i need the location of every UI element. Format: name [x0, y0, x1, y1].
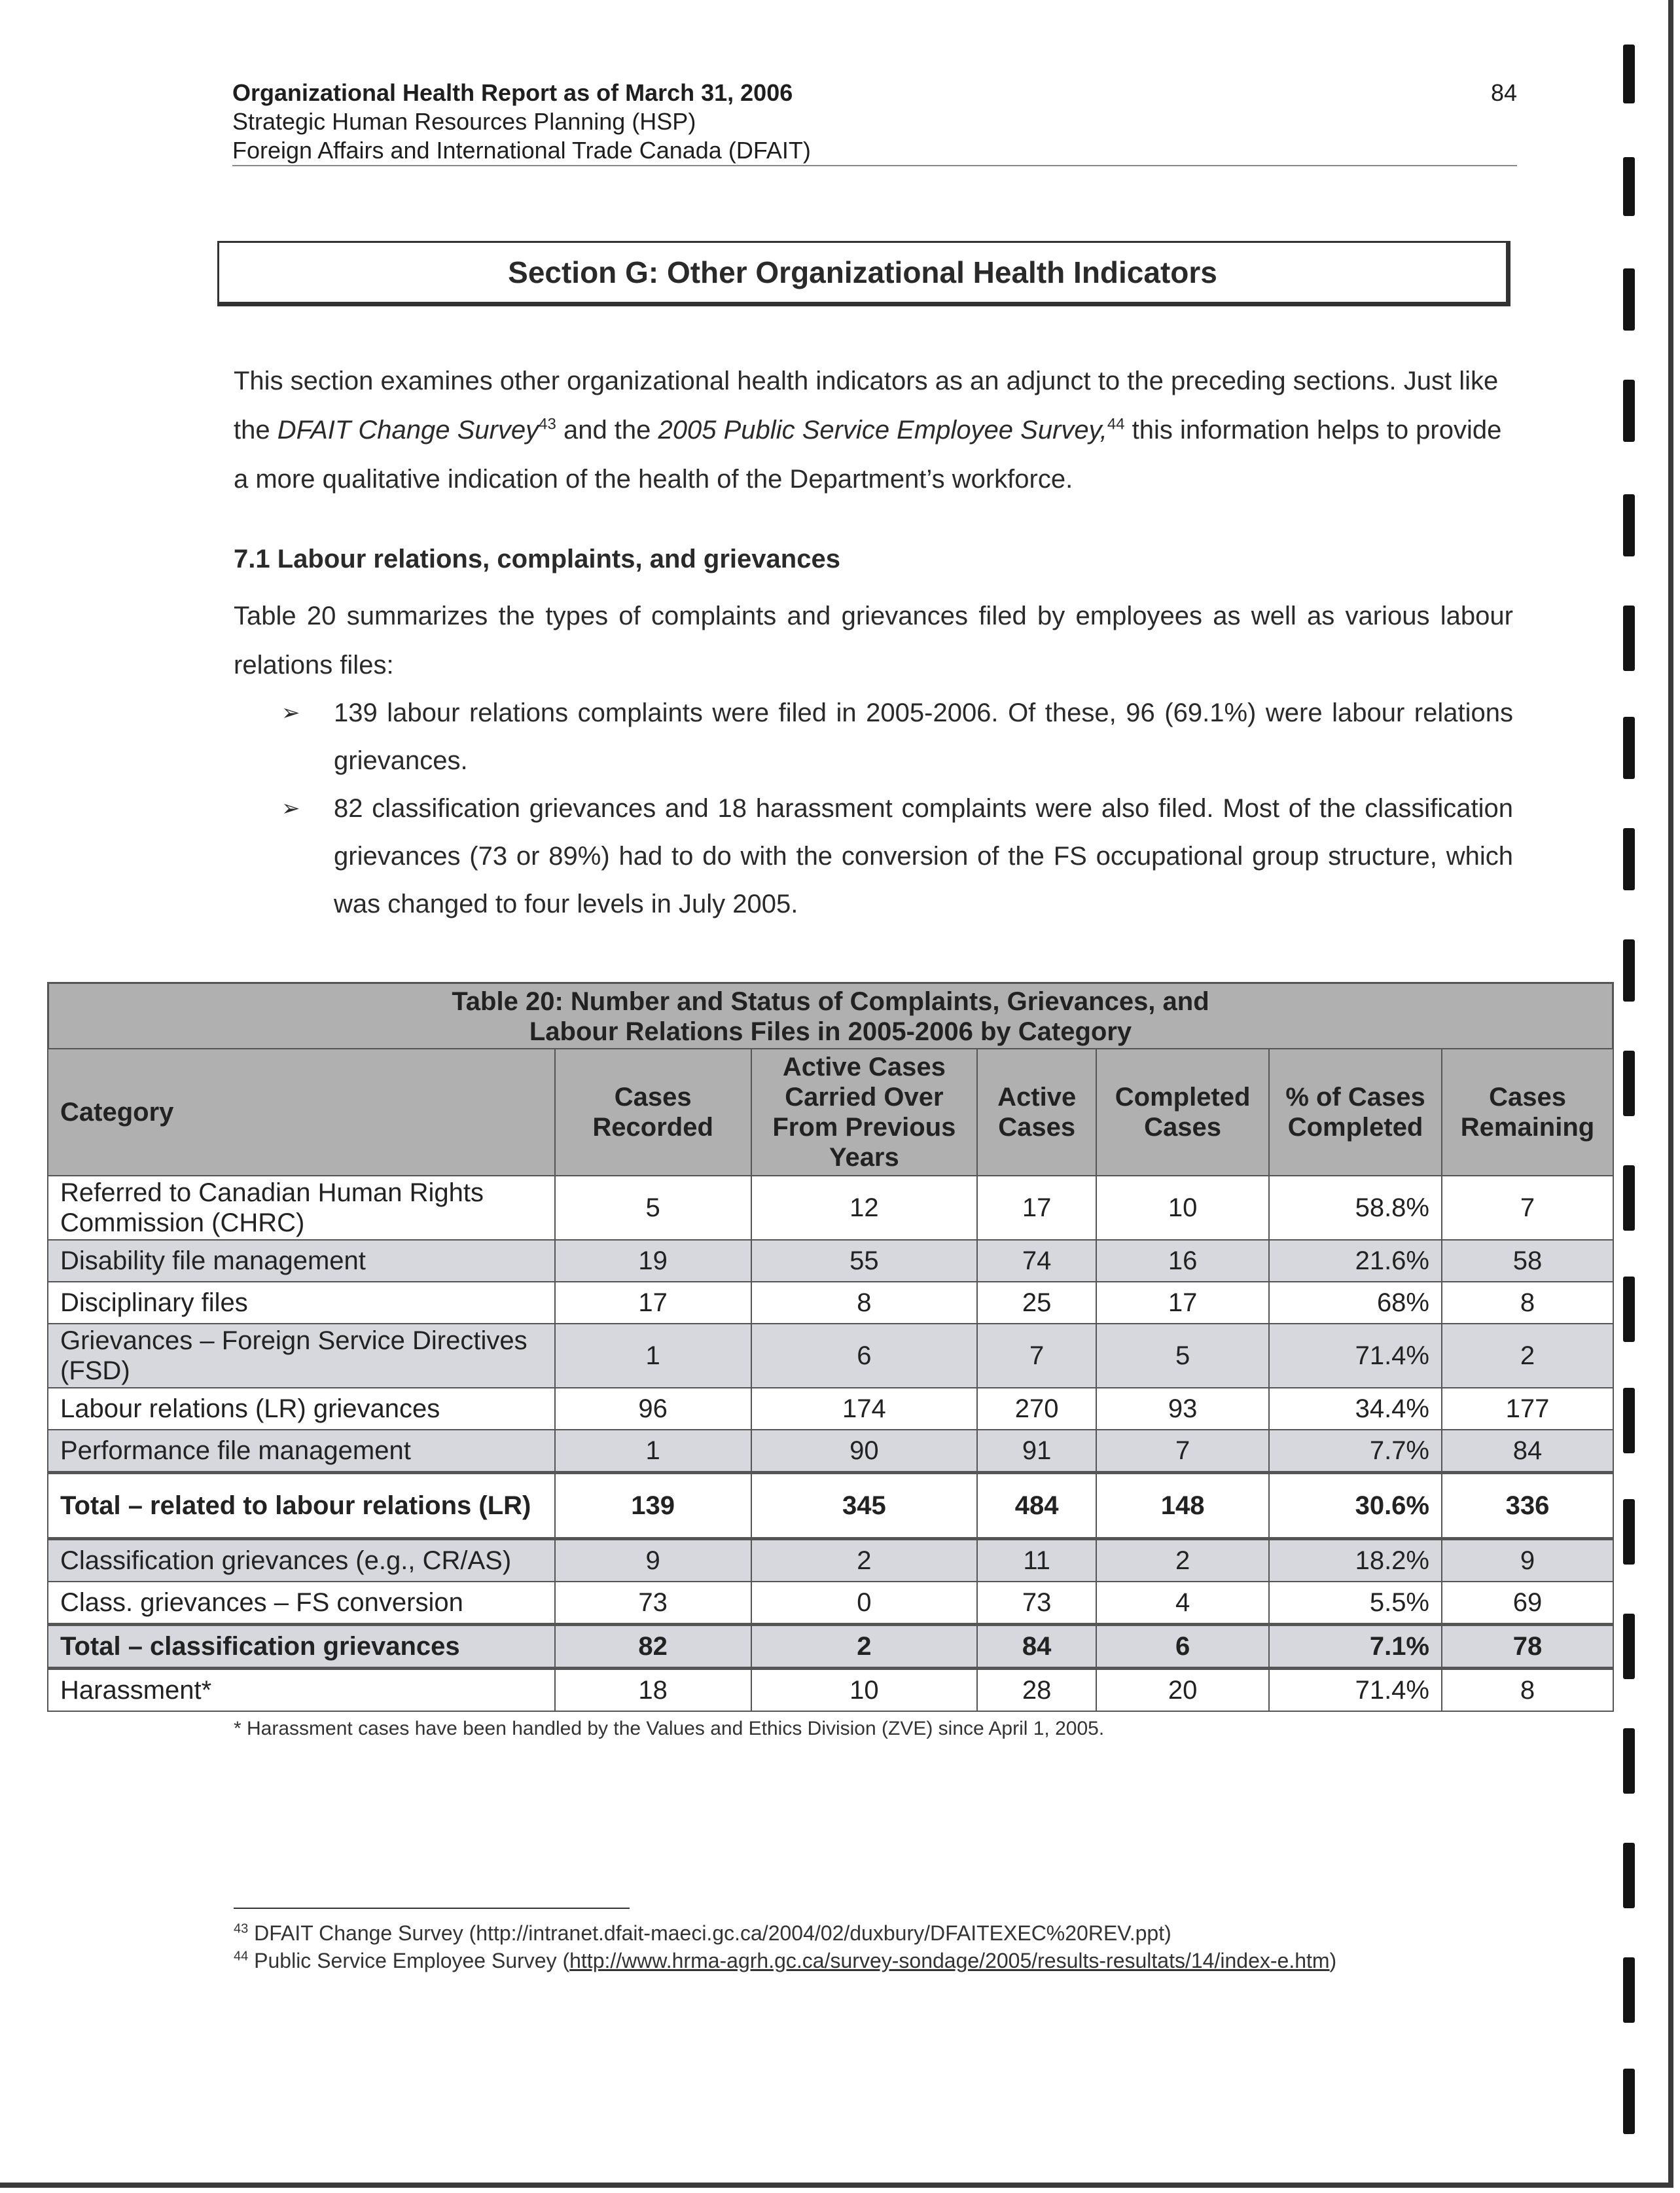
column-header: Completed Cases: [1096, 1049, 1269, 1176]
table-cell: 58.8%: [1269, 1176, 1442, 1240]
table-cell: 93: [1096, 1388, 1269, 1430]
binder-mark: [1623, 380, 1635, 442]
table-cell: 9: [555, 1539, 751, 1582]
table-cell: 96: [555, 1388, 751, 1430]
table-cell: Harassment*: [48, 1669, 555, 1712]
binder-mark: [1623, 1728, 1635, 1794]
binder-mark: [1623, 268, 1635, 331]
binder-mark: [1623, 717, 1635, 779]
table-cell: 0: [751, 1582, 978, 1625]
column-header: Category: [48, 1049, 555, 1176]
column-header: Active Cases: [977, 1049, 1096, 1176]
table-cell: 20: [1096, 1669, 1269, 1712]
table-cell: 9: [1442, 1539, 1613, 1582]
table-cell: 55: [751, 1240, 978, 1282]
binder-mark: [1623, 157, 1635, 216]
bullet-text: 139 labour relations complaints were filed in 2005-2006. Of these, 96 (69.1%) were labour relations grievances.: [334, 698, 1513, 775]
table-cell: 484: [977, 1473, 1096, 1539]
complaints-table: [47, 982, 1614, 1712]
table-cell: Disciplinary files: [48, 1282, 555, 1324]
table-cell: Referred to Canadian Human Rights Commission (CHRC): [48, 1176, 555, 1240]
footnotes: [234, 1919, 1336, 1974]
table-cell: 18.2%: [1269, 1539, 1442, 1582]
binder-mark: [1623, 494, 1635, 556]
intro-survey-name: 2005 Public Service Employee Survey,: [658, 416, 1107, 444]
table-cell: Class. grievances – FS conversion: [48, 1582, 555, 1625]
list-item: [281, 689, 1513, 785]
table-cell: 5.5%: [1269, 1582, 1442, 1625]
table-cell: 17: [1096, 1282, 1269, 1324]
subsection-heading: 7.1 Labour relations, complaints, and grievances: [234, 545, 840, 573]
table-cell: 19: [555, 1240, 751, 1282]
binder-mark: [1623, 45, 1635, 103]
footnote-43: [234, 1919, 1336, 1947]
table-cell: 73: [977, 1582, 1096, 1625]
table-cell: 73: [555, 1582, 751, 1625]
table-header-row: [48, 1049, 1613, 1176]
table-caption: [47, 982, 1614, 1048]
table-cell: 25: [977, 1282, 1096, 1324]
report-department: Foreign Affairs and International Trade Canada (DFAIT): [232, 137, 811, 164]
table-cell: 90: [751, 1430, 978, 1473]
table-cell: 91: [977, 1430, 1096, 1473]
binder-mark: [1623, 1957, 1635, 2023]
table-cell: 82: [555, 1625, 751, 1669]
binder-mark: [1623, 1843, 1635, 1908]
table-cell: 71.4%: [1269, 1324, 1442, 1388]
table-cell: 74: [977, 1240, 1096, 1282]
table-cell: Grievances – Foreign Service Directives (FSD): [48, 1324, 555, 1388]
binder-mark: [1623, 939, 1635, 1002]
footnote-44: [234, 1947, 1336, 1974]
page-number: 84: [1490, 79, 1517, 106]
table-row: [48, 1430, 1613, 1473]
table-cell: 6: [1096, 1625, 1269, 1669]
footnote-link[interactable]: http://www.hrma-agrh.gc.ca/survey-sondage/2005/results-resultats/14/index-e.htm: [569, 1949, 1330, 1972]
binder-mark: [1623, 1614, 1635, 1679]
bullet-list: [281, 689, 1513, 928]
binder-mark: [1623, 828, 1635, 890]
table-cell: 5: [555, 1176, 751, 1240]
footnote-rule: [234, 1908, 630, 1909]
table-cell: 78: [1442, 1625, 1613, 1669]
table-cell: 69: [1442, 1582, 1613, 1625]
table-cell: 4: [1096, 1582, 1269, 1625]
table-row-total: [48, 1625, 1613, 1669]
table-cell: 1: [555, 1430, 751, 1473]
table-cell: 68%: [1269, 1282, 1442, 1324]
intro-paragraph: [234, 357, 1513, 504]
footnote-text: Public Service Employee Survey (: [254, 1949, 570, 1972]
footnote-number: 44: [234, 1949, 249, 1964]
table-cell: 30.6%: [1269, 1473, 1442, 1539]
running-header: [232, 79, 1517, 165]
binder-mark: [1623, 1165, 1635, 1231]
header-rule: [232, 165, 1517, 166]
intro-text: and the: [556, 416, 658, 444]
table-cell: 6: [751, 1324, 978, 1388]
intro-text: This section examines other organizational health indicators as an adjunct to the preceding sections. Just like the: [234, 367, 1499, 444]
arrow-bullet-icon: ➢: [281, 796, 300, 821]
table-cell: 2: [1096, 1539, 1269, 1582]
column-header: Cases Recorded: [555, 1049, 751, 1176]
table-cell: Classification grievances (e.g., CR/AS): [48, 1539, 555, 1582]
table-cell: 21.6%: [1269, 1240, 1442, 1282]
table-cell: 71.4%: [1269, 1669, 1442, 1712]
table-row: [48, 1582, 1613, 1625]
table-cell: 336: [1442, 1473, 1613, 1539]
column-header: Active Cases Carried Over From Previous Years: [751, 1049, 978, 1176]
table-cell: 17: [977, 1176, 1096, 1240]
table-cell: 12: [751, 1176, 978, 1240]
table-cell: Total – related to labour relations (LR): [48, 1473, 555, 1539]
footnote-ref: 43: [539, 415, 556, 433]
section-title-box: [217, 241, 1510, 306]
table-cell: 177: [1442, 1388, 1613, 1430]
table-footnote: * Harassment cases have been handled by the Values and Ethics Division (ZVE) since April 1, 2005.: [234, 1718, 1105, 1739]
bullet-text: 82 classification grievances and 18 harassment complaints were also filed. Most of the classification grievances (73 or 89%) had to do with the conversion of the FS occupational group structure, which was changed to four levels in July 2005.: [334, 794, 1513, 918]
table-cell: 10: [751, 1669, 978, 1712]
report-division: Strategic Human Resources Planning (HSP): [232, 108, 696, 135]
table-cell: 1: [555, 1324, 751, 1388]
footnote-text: DFAIT Change Survey (http://intranet.dfait-maeci.gc.ca/2004/02/duxbury/DFAITEXEC%20REV.ppt): [254, 1921, 1171, 1945]
table-cell: 58: [1442, 1240, 1613, 1282]
table-row: [48, 1324, 1613, 1388]
table-cell: 2: [1442, 1324, 1613, 1388]
table-row: [48, 1240, 1613, 1282]
table-row: [48, 1669, 1613, 1712]
table-cell: 2: [751, 1539, 978, 1582]
table-cell: 34.4%: [1269, 1388, 1442, 1430]
table-cell: 84: [1442, 1430, 1613, 1473]
arrow-bullet-icon: ➢: [281, 700, 300, 725]
table-cell: 7.7%: [1269, 1430, 1442, 1473]
table-cell: 8: [751, 1282, 978, 1324]
footnote-number: 43: [234, 1921, 249, 1936]
table-cell: 18: [555, 1669, 751, 1712]
table-cell: 7: [977, 1324, 1096, 1388]
table-row: [48, 1388, 1613, 1430]
table-cell: 139: [555, 1473, 751, 1539]
table-cell: 148: [1096, 1473, 1269, 1539]
table-cell: 7.1%: [1269, 1625, 1442, 1669]
table-cell: 16: [1096, 1240, 1269, 1282]
table-row: [48, 1176, 1613, 1240]
table-cell: Performance file management: [48, 1430, 555, 1473]
table-cell: 10: [1096, 1176, 1269, 1240]
table-cell: 28: [977, 1669, 1096, 1712]
binder-mark: [1623, 2069, 1635, 2134]
table-cell: 270: [977, 1388, 1096, 1430]
column-header: % of Cases Completed: [1269, 1049, 1442, 1176]
report-title: Organizational Health Report as of March 31, 2006: [232, 79, 793, 106]
column-header: Cases Remaining: [1442, 1049, 1613, 1176]
table-cell: 17: [555, 1282, 751, 1324]
table-cell: 11: [977, 1539, 1096, 1582]
table-cell: 5: [1096, 1324, 1269, 1388]
table-intro-paragraph: Table 20 summarizes the types of complaints and grievances filed by employees as well as various labour relations files:: [234, 602, 1513, 680]
table-cell: 8: [1442, 1282, 1613, 1324]
table-cell: 7: [1096, 1430, 1269, 1473]
table-row: [48, 1539, 1613, 1582]
section-title: Section G: Other Organizational Health Indicators: [508, 255, 1217, 289]
footnote-text: ): [1329, 1949, 1337, 1972]
caption-line: Table 20: Number and Status of Complaints, Grievances, and: [452, 987, 1209, 1016]
binder-mark: [1623, 1388, 1635, 1453]
table-row: [48, 1282, 1613, 1324]
table-cell: Total – classification grievances: [48, 1625, 555, 1669]
list-item: [281, 785, 1513, 928]
footnote-ref: 44: [1107, 415, 1125, 433]
table-cell: 84: [977, 1625, 1096, 1669]
intro-text: this information helps to provide a more qualitative indication of the health of the Department’s workforce.: [234, 416, 1502, 494]
table-cell: Disability file management: [48, 1240, 555, 1282]
binder-mark: [1623, 1277, 1635, 1342]
intro-survey-name: DFAIT Change Survey: [277, 416, 539, 444]
table-cell: 174: [751, 1388, 978, 1430]
table-cell: 7: [1442, 1176, 1613, 1240]
table-cell: 345: [751, 1473, 978, 1539]
table-cell: 8: [1442, 1669, 1613, 1712]
caption-line: Labour Relations Files in 2005-2006 by Category: [529, 1017, 1132, 1046]
table-cell: 2: [751, 1625, 978, 1669]
binder-mark: [1623, 1499, 1635, 1565]
table-cell: Labour relations (LR) grievances: [48, 1388, 555, 1430]
binder-mark: [1623, 606, 1635, 671]
binder-mark: [1623, 1051, 1635, 1116]
table-row-total: [48, 1473, 1613, 1539]
